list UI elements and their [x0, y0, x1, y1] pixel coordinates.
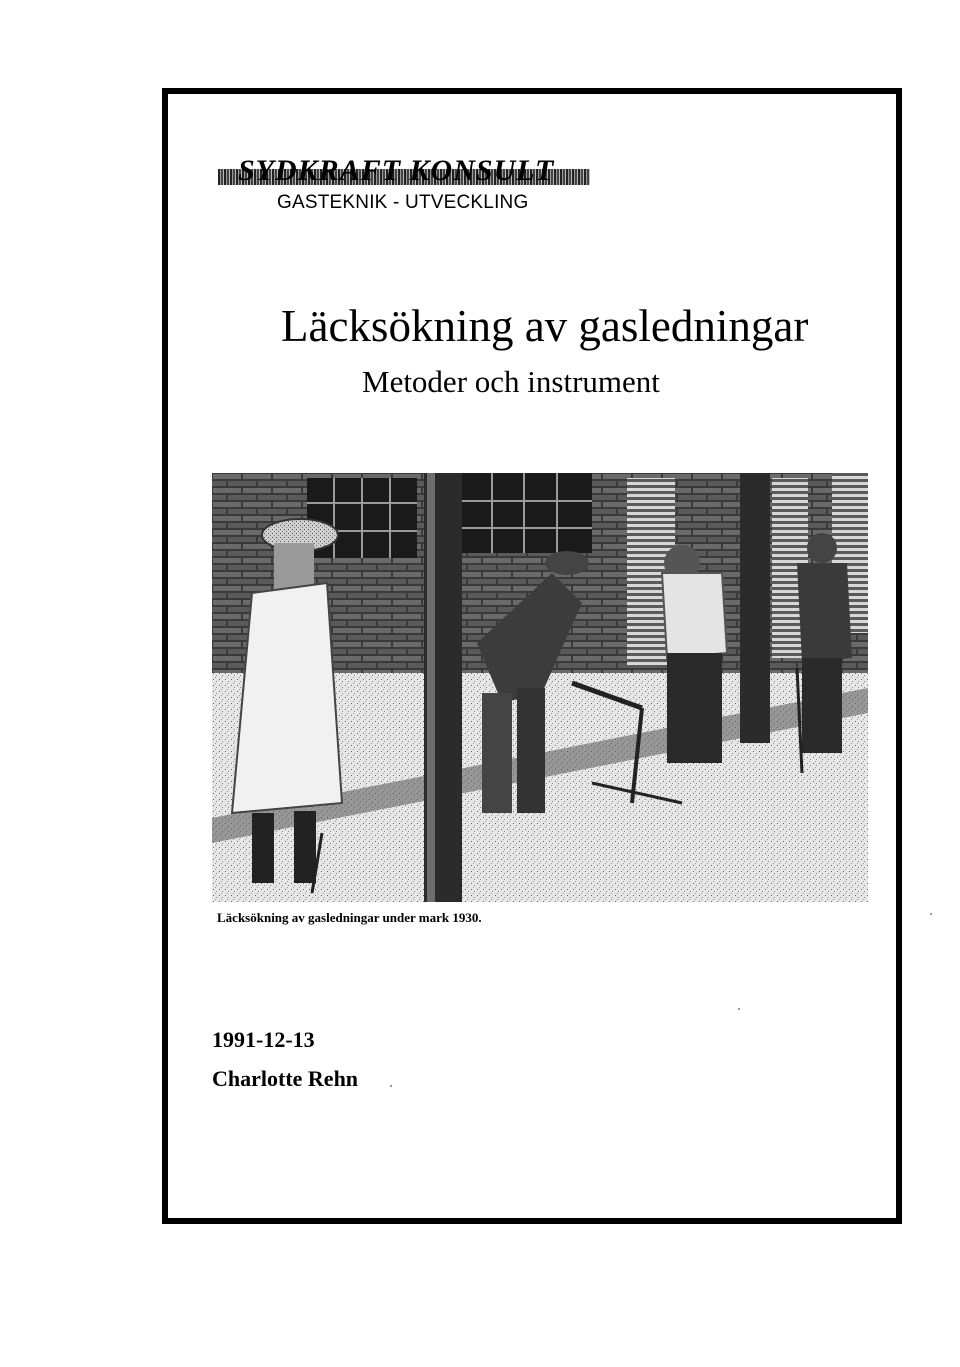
logo-text: SYDKRAFT KONSULT	[238, 154, 555, 187]
scan-speck	[738, 1008, 740, 1010]
company-logo	[218, 155, 590, 187]
scan-speck	[390, 1085, 392, 1087]
scan-speck	[930, 913, 932, 915]
document-title: Läcksökning av gasledningar	[281, 301, 809, 351]
historical-photo	[212, 473, 868, 902]
photo-caption: Läcksökning av gasledningar under mark 1930.	[217, 910, 482, 925]
department-heading: GASTEKNIK - UTVECKLING	[277, 192, 529, 213]
document-subtitle: Metoder och instrument	[362, 364, 660, 399]
document-date: 1991-12-13	[212, 1027, 315, 1052]
document-author: Charlotte Rehn	[212, 1066, 359, 1091]
